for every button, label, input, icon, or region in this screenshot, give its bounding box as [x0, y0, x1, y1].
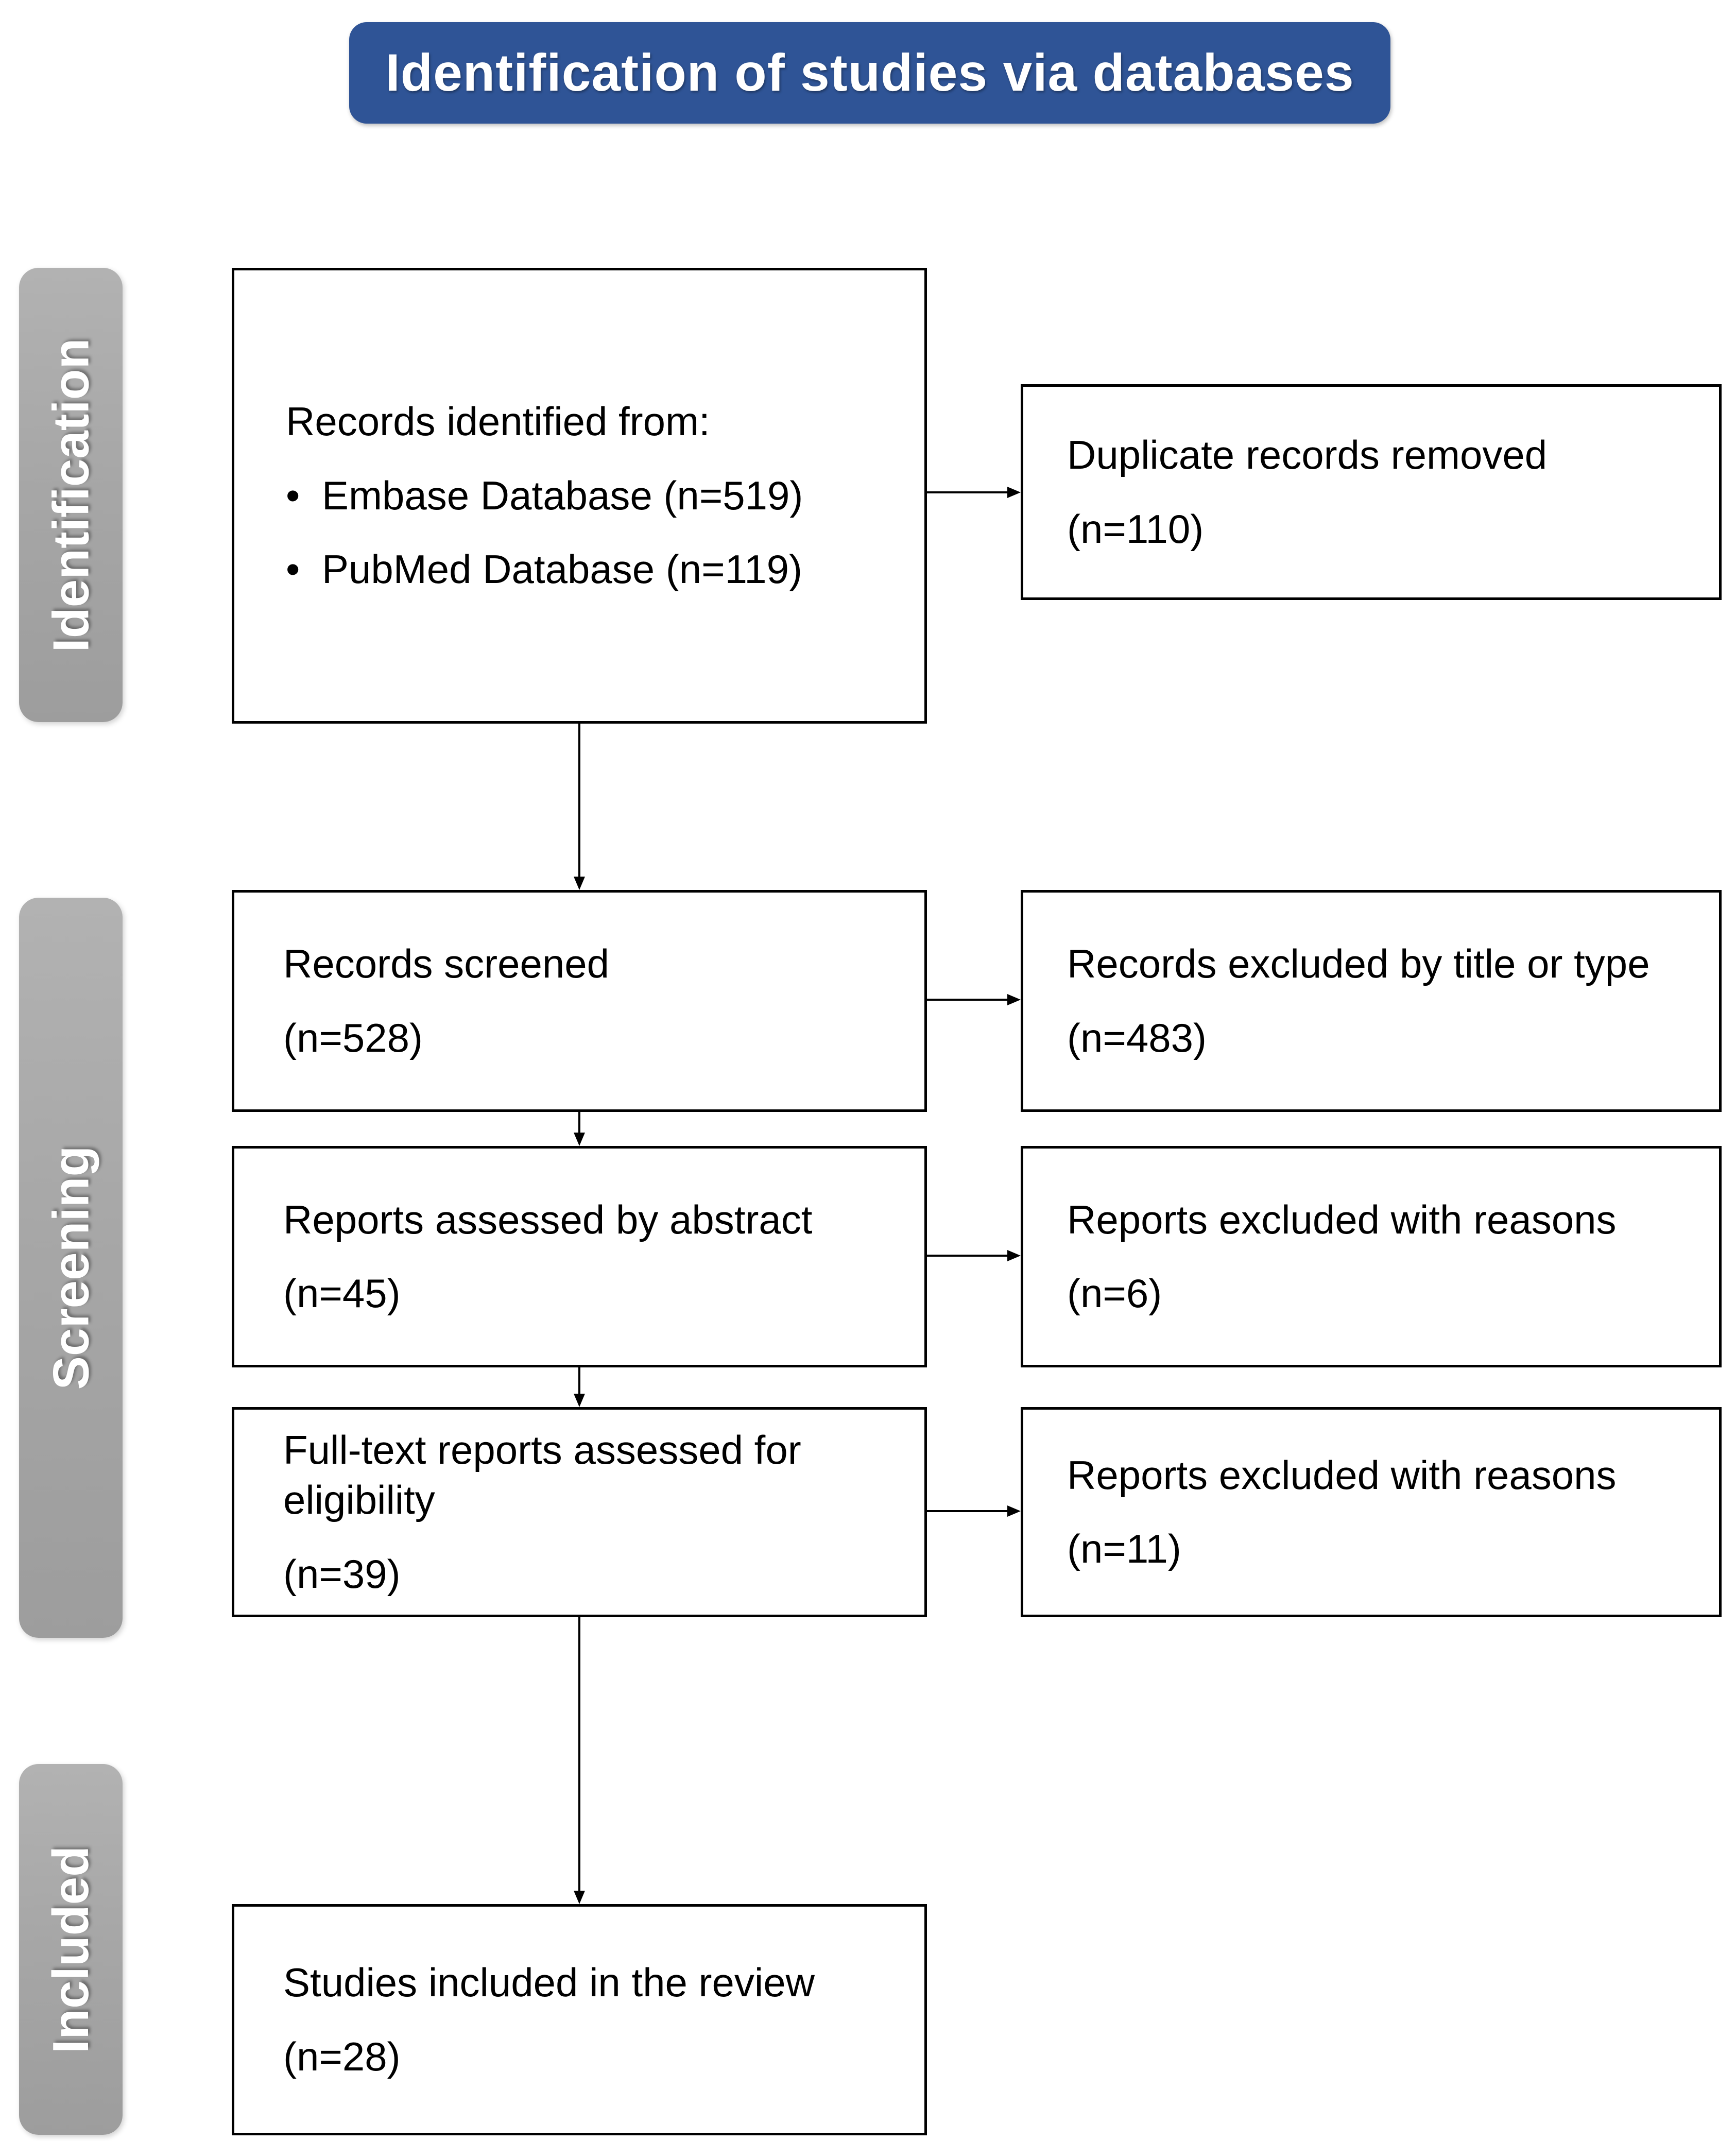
- box-records-excluded-title: [1021, 890, 1722, 1112]
- box-reports-excluded-abstract: [1021, 1146, 1722, 1367]
- box-count-line: (n=28): [283, 2033, 401, 2079]
- box-text-line: Full-text reports assessed for eligibility: [283, 1427, 801, 1523]
- stage-bar-included: [19, 1764, 123, 2135]
- box-count-line: (n=528): [283, 1015, 423, 1060]
- arrowhead-down-icon: [574, 1394, 585, 1407]
- bullet-icon: •: [286, 546, 300, 592]
- arrowhead-right-icon: [1007, 994, 1021, 1005]
- connector-fulltext-to-included: [578, 1617, 580, 1893]
- box-count-line: (n=110): [1067, 506, 1204, 552]
- connector-fulltext-to-excluded: [927, 1510, 1009, 1512]
- box-text-line: Embase Database (n=519): [322, 472, 803, 518]
- stage-label-included: Included: [42, 1845, 99, 2053]
- box-text-line: Records excluded by title or type: [1067, 941, 1650, 986]
- stage-bar-screening: [19, 898, 123, 1638]
- title-banner: [349, 22, 1390, 124]
- connector-screened-to-abstract: [578, 1112, 580, 1135]
- arrowhead-down-icon: [574, 1133, 585, 1146]
- connector-screened-to-excluded: [927, 999, 1009, 1001]
- box-count-line: (n=11): [1067, 1526, 1181, 1571]
- box-studies-included: [232, 1904, 927, 2135]
- box-text-line: Records identified from:: [286, 399, 710, 444]
- arrowhead-down-icon: [574, 1891, 585, 1904]
- connector-identified-to-duplicates: [927, 491, 1009, 493]
- stage-label-identification: Identification: [42, 338, 99, 652]
- box-text-line: Studies included in the review: [283, 1960, 815, 2005]
- box-text-line: Reports excluded with reasons: [1067, 1452, 1617, 1498]
- box-text-line: Records screened: [283, 941, 609, 986]
- arrowhead-right-icon: [1007, 487, 1021, 498]
- stage-bar-identification: [19, 268, 123, 722]
- bullet-item: [286, 544, 904, 595]
- stage-label-screening: Screening: [42, 1145, 99, 1390]
- connector-identified-to-screened: [578, 724, 580, 878]
- box-text-line: Reports assessed by abstract: [283, 1196, 813, 1242]
- connector-abstract-to-excluded: [927, 1255, 1009, 1257]
- box-duplicates-removed: [1021, 384, 1722, 600]
- box-count-line: (n=6): [1067, 1271, 1162, 1316]
- bullet-item: [286, 471, 904, 521]
- box-text-line: Duplicate records removed: [1067, 432, 1548, 477]
- box-fulltext-assessed: [232, 1407, 927, 1617]
- title-text: Identification of studies via databases: [385, 43, 1354, 102]
- bullet-icon: •: [286, 472, 300, 518]
- box-text-line: PubMed Database (n=119): [322, 546, 802, 592]
- arrowhead-right-icon: [1007, 1505, 1021, 1517]
- box-records-screened: [232, 890, 927, 1112]
- box-count-line: (n=39): [283, 1551, 401, 1597]
- box-records-identified: [232, 268, 927, 724]
- arrowhead-right-icon: [1007, 1250, 1021, 1261]
- box-count-line: (n=483): [1067, 1015, 1207, 1060]
- arrowhead-down-icon: [574, 877, 585, 890]
- box-text-line: Reports excluded with reasons: [1067, 1196, 1617, 1242]
- box-count-line: (n=45): [283, 1271, 401, 1316]
- box-reports-excluded-fulltext: [1021, 1407, 1722, 1617]
- connector-abstract-to-fulltext: [578, 1367, 580, 1396]
- box-reports-assessed-abstract: [232, 1146, 927, 1367]
